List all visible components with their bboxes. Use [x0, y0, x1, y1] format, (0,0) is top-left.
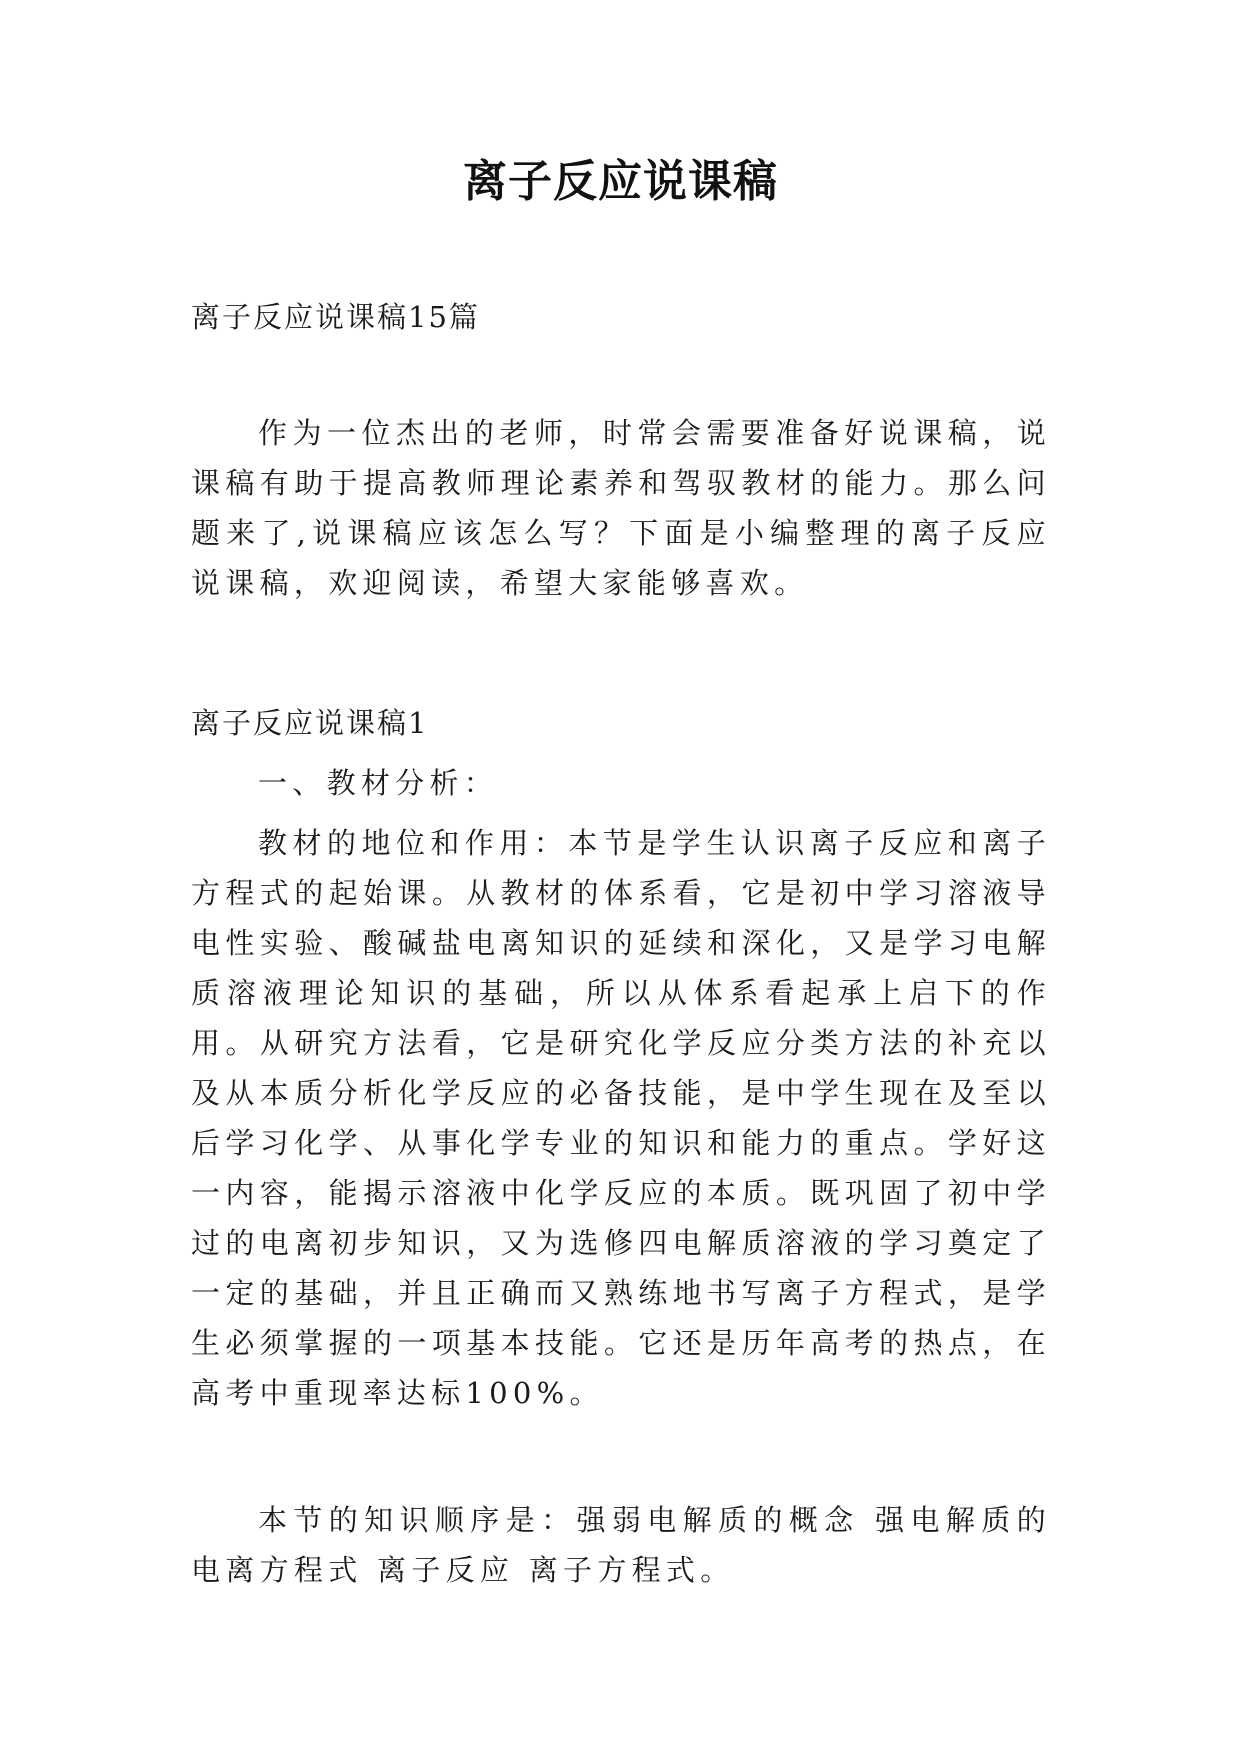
- document-subtitle: 离子反应说课稿15篇: [191, 300, 480, 334]
- document-title: 离子反应说课稿: [463, 156, 778, 207]
- subsection-heading: 一、教材分析：: [258, 766, 499, 800]
- body-paragraph-2: 本节的知识顺序是：强弱电解质的概念 强电解质的电离方程式 离子反应 离子方程式。: [191, 1503, 1051, 1587]
- section-heading: 离子反应说课稿1: [191, 706, 429, 740]
- intro-paragraph: 作为一位杰出的老师，时常会需要准备好说课稿，说课稿有助于提高教师理论素养和驾驭教材的能力。那么问题来了,说课稿应该怎么写？下面是小编整理的离子反应说课稿，欢迎阅读，希望大家能够喜欢。: [191, 416, 1051, 600]
- body-paragraph-1: 教材的地位和作用：本节是学生认识离子反应和离子方程式的起始课。从教材的体系看，它是初中学习溶液导电性实验、酸碱盐电离知识的延续和深化，又是学习电解质溶液理论知识的基础，所以从体系看起承上启下的作用。从研究方法看，它是研究化学反应分类方法的补充以及从本质分析化学反应的必备技能，是中学生现在及至以后学习化学、从事化学专业的知识和能力的重点。学好这一内容，能揭示溶液中化学反应的本质。既巩固了初中学过的电离初步知识，又为选修四电解质溶液的学习奠定了一定的基础，并且正确而又熟练地书写离子方程式，是学生必须掌握的一项基本技能。它还是历年高考的热点，在高考中重现率达标100%。: [191, 826, 1051, 1410]
